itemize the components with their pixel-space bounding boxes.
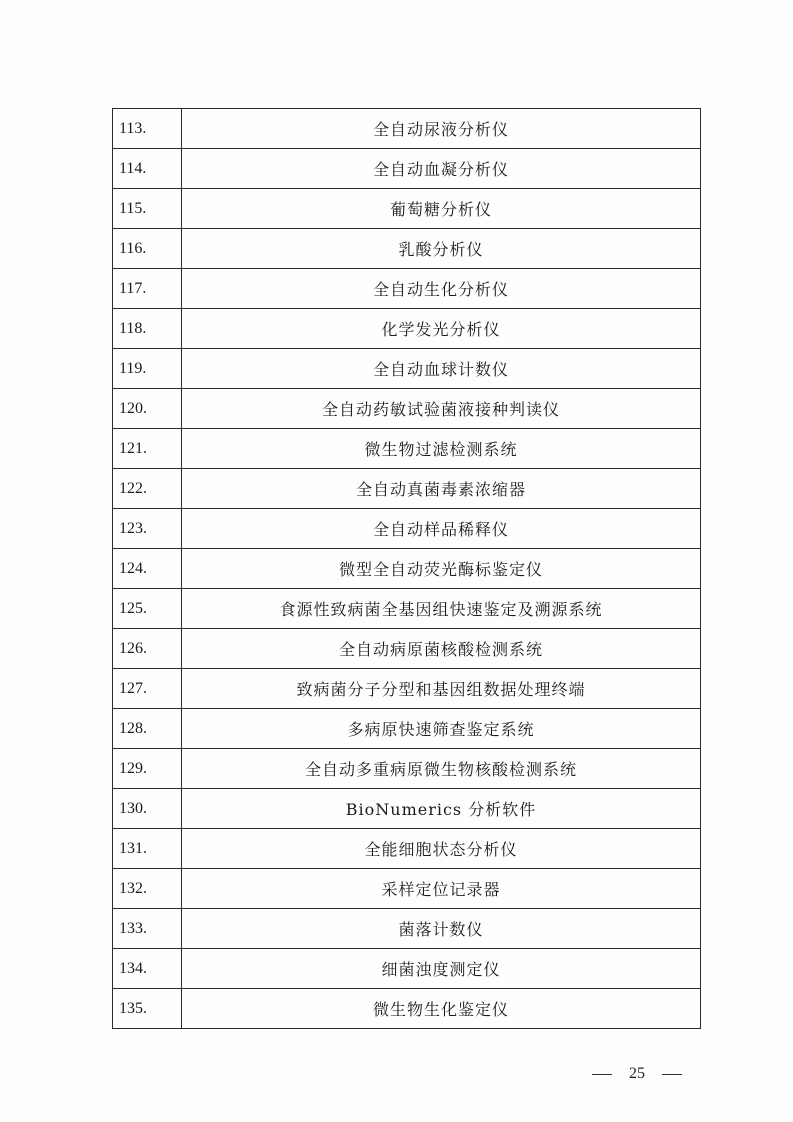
table-row <box>113 509 701 549</box>
row-number-cell: 126. <box>113 629 182 669</box>
table-row <box>113 869 701 909</box>
table-row <box>113 749 701 789</box>
equipment-name-cell: 微生物生化鉴定仪 <box>182 989 701 1029</box>
equipment-name-cell: 细菌浊度测定仪 <box>182 949 701 989</box>
equipment-name-cell: 乳酸分析仪 <box>182 229 701 269</box>
row-number-cell: 125. <box>113 589 182 629</box>
footer-left-dash <box>592 1074 612 1075</box>
equipment-name-cell: 致病菌分子分型和基因组数据处理终端 <box>182 669 701 709</box>
equipment-name-cell: BioNumerics 分析软件 <box>182 789 701 829</box>
row-number-cell: 117. <box>113 269 182 309</box>
row-number-cell: 114. <box>113 149 182 189</box>
equipment-name-cell: 全自动真菌毒素浓缩器 <box>182 469 701 509</box>
table-row <box>113 789 701 829</box>
table-row <box>113 269 701 309</box>
equipment-name-cell: 葡萄糖分析仪 <box>182 189 701 229</box>
table-row <box>113 629 701 669</box>
row-number-cell: 128. <box>113 709 182 749</box>
table-row <box>113 589 701 629</box>
equipment-name-cell: 全自动生化分析仪 <box>182 269 701 309</box>
table-row <box>113 109 701 149</box>
equipment-name-cell: 全能细胞状态分析仪 <box>182 829 701 869</box>
row-number-cell: 122. <box>113 469 182 509</box>
table-row <box>113 469 701 509</box>
equipment-name-cell: 多病原快速筛查鉴定系统 <box>182 709 701 749</box>
equipment-name-cell: 菌落计数仪 <box>182 909 701 949</box>
table-row <box>113 389 701 429</box>
row-number-cell: 124. <box>113 549 182 589</box>
equipment-name-cell: 食源性致病菌全基因组快速鉴定及溯源系统 <box>182 589 701 629</box>
row-number-cell: 132. <box>113 869 182 909</box>
row-number-cell: 129. <box>113 749 182 789</box>
table-row <box>113 429 701 469</box>
row-number-cell: 133. <box>113 909 182 949</box>
equipment-name-cell: 化学发光分析仪 <box>182 309 701 349</box>
table-row <box>113 229 701 269</box>
table-row <box>113 669 701 709</box>
row-number-cell: 123. <box>113 509 182 549</box>
equipment-name-cell: 采样定位记录器 <box>182 869 701 909</box>
table-row <box>113 909 701 949</box>
row-number-cell: 120. <box>113 389 182 429</box>
table-row <box>113 709 701 749</box>
equipment-table-body <box>113 109 701 1029</box>
equipment-name-cell: 全自动样品稀释仪 <box>182 509 701 549</box>
table-row <box>113 829 701 869</box>
equipment-name-cell: 微生物过滤检测系统 <box>182 429 701 469</box>
row-number-cell: 135. <box>113 989 182 1029</box>
row-number-cell: 113. <box>113 109 182 149</box>
row-number-cell: 130. <box>113 789 182 829</box>
equipment-name-cell: 全自动药敏试验菌液接种判读仪 <box>182 389 701 429</box>
table-row <box>113 189 701 229</box>
row-number-cell: 134. <box>113 949 182 989</box>
equipment-name-cell: 全自动病原菌核酸检测系统 <box>182 629 701 669</box>
row-number-cell: 131. <box>113 829 182 869</box>
equipment-table <box>112 108 701 1029</box>
table-row <box>113 149 701 189</box>
equipment-name-cell: 全自动多重病原微生物核酸检测系统 <box>182 749 701 789</box>
row-number-cell: 121. <box>113 429 182 469</box>
table-row <box>113 349 701 389</box>
table-row <box>113 549 701 589</box>
table-row <box>113 949 701 989</box>
footer-right-dash <box>662 1074 682 1075</box>
equipment-name-cell: 全自动血球计数仪 <box>182 349 701 389</box>
row-number-cell: 127. <box>113 669 182 709</box>
table-row <box>113 989 701 1029</box>
row-number-cell: 119. <box>113 349 182 389</box>
equipment-name-cell: 全自动尿液分析仪 <box>182 109 701 149</box>
row-number-cell: 116. <box>113 229 182 269</box>
row-number-cell: 115. <box>113 189 182 229</box>
equipment-name-cell: 微型全自动荧光酶标鉴定仪 <box>182 549 701 589</box>
table-row <box>113 309 701 349</box>
equipment-name-cell: 全自动血凝分析仪 <box>182 149 701 189</box>
page-footer <box>592 1062 682 1086</box>
page-number: 25 <box>629 1065 645 1082</box>
row-number-cell: 118. <box>113 309 182 349</box>
